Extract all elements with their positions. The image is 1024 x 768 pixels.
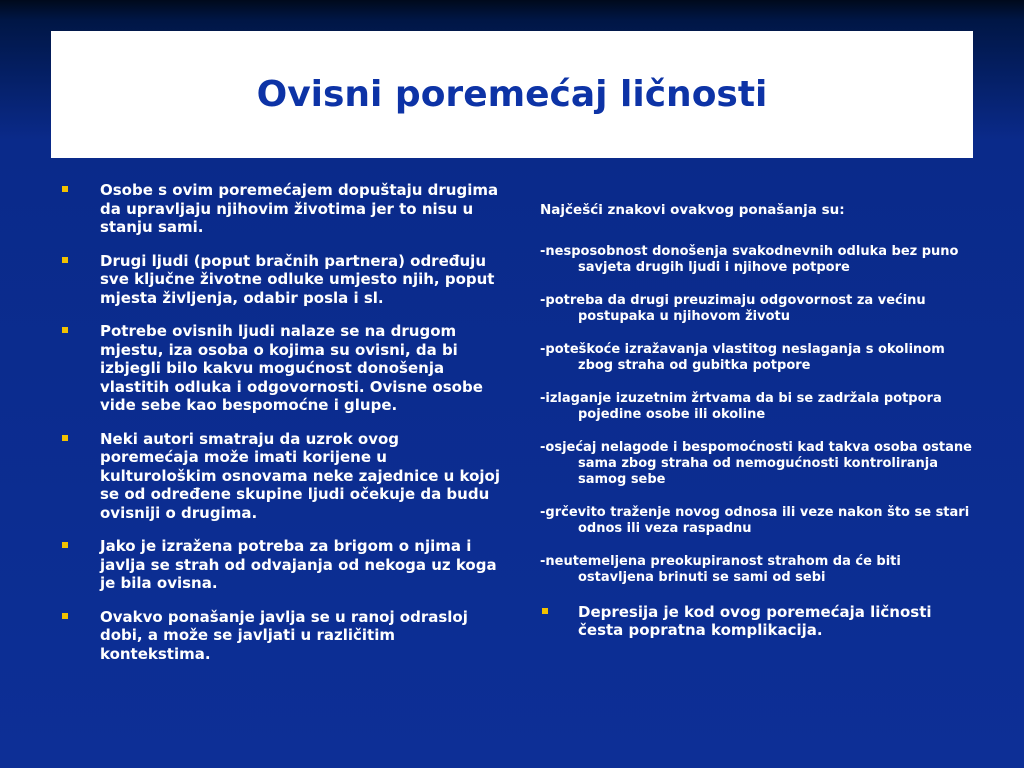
bullet-text: Jako je izražena potreba za brigom o njima i javlja se strah od odvajanja od nekoga uz koga je bila ovisna. [100, 537, 497, 592]
sign-item: -izlaganje izuzetnim žrtvama da bi se zadržala potpora pojedine osobe ili okoline [540, 391, 942, 422]
bullet-item [60, 537, 500, 593]
sign-item: -osjećaj nelagode i bespomoćnosti kad takva osoba ostane sama zbog straha od nemogućnosti kontroliranja samog sebe [540, 440, 972, 487]
square-bullet-icon [62, 613, 68, 619]
title-box [51, 31, 973, 158]
square-bullet-icon [62, 186, 68, 192]
sign-item: -nesposobnost donošenja svakodnevnih odluka bez puno savjeta drugih ljudi i njihove potpore [540, 244, 959, 275]
sign-item: -poteškoće izražavanja vlastitog neslaganja s okolinom zbog straha od gubitka potpore [540, 342, 945, 373]
square-bullet-icon [62, 435, 68, 441]
left-column [60, 181, 500, 678]
square-bullet-icon [62, 327, 68, 333]
final-bullet-text: Depresija je kod ovog poremećaja ličnosti česta popratna komplikacija. [578, 603, 932, 639]
sign-item: -potreba da drugi preuzimaju odgovornost za većinu postupaka u njihovom životu [540, 293, 926, 324]
right-column [540, 202, 980, 639]
bullet-item [60, 608, 500, 664]
signs-intro: Najčešći znakovi ovakvog ponašanja su: [540, 202, 845, 218]
sign-item: -neutemeljena preokupiranost strahom da će biti ostavljena brinuti se sami od sebi [540, 554, 901, 585]
bullet-text: Ovakvo ponašanje javlja se u ranoj odrasloj dobi, a može se javljati u različitim kontekstima. [100, 607, 468, 663]
bullet-text: Osobe s ovim poremećajem dopuštaju drugima da upravljaju njihovim životima jer to nisu u stanju sami. [100, 181, 499, 236]
square-bullet-icon [62, 542, 68, 548]
final-bullet [540, 603, 980, 639]
bullet-item [60, 181, 500, 237]
square-bullet-icon [62, 257, 68, 263]
slide-title: Ovisni poremećaj ličnosti [256, 74, 768, 115]
bullet-item [60, 322, 500, 415]
bullet-item [60, 430, 500, 523]
bullet-text: Potrebe ovisnih ljudi nalaze se na drugom mjestu, iza osoba o kojima su ovisni, da bi izbjegli bilo kakvu mogućnost donošenja vlastitih odluka i odgovornosti. Ovisne osobe vide sebe kao bespomoćne i glupe. [100, 322, 483, 414]
bullet-text: Neki autori smatraju da uzrok ovog poremećaja može imati korijene u kulturološkim osnovama neke zajednice u kojoj se od određene skupine ljudi očekuje da budu ovisniji o drugima. [100, 429, 500, 522]
bullet-text: Drugi ljudi (poput bračnih partnera) određuju sve ključne životne odluke umjesto njih, poput mjesta življenja, odabir posla i sl. [100, 251, 495, 307]
square-bullet-icon [542, 608, 548, 614]
bullet-item [60, 252, 500, 308]
sign-item: -grčevito traženje novog odnosa ili veze nakon što se stari odnos ili veza raspadnu [540, 505, 970, 536]
